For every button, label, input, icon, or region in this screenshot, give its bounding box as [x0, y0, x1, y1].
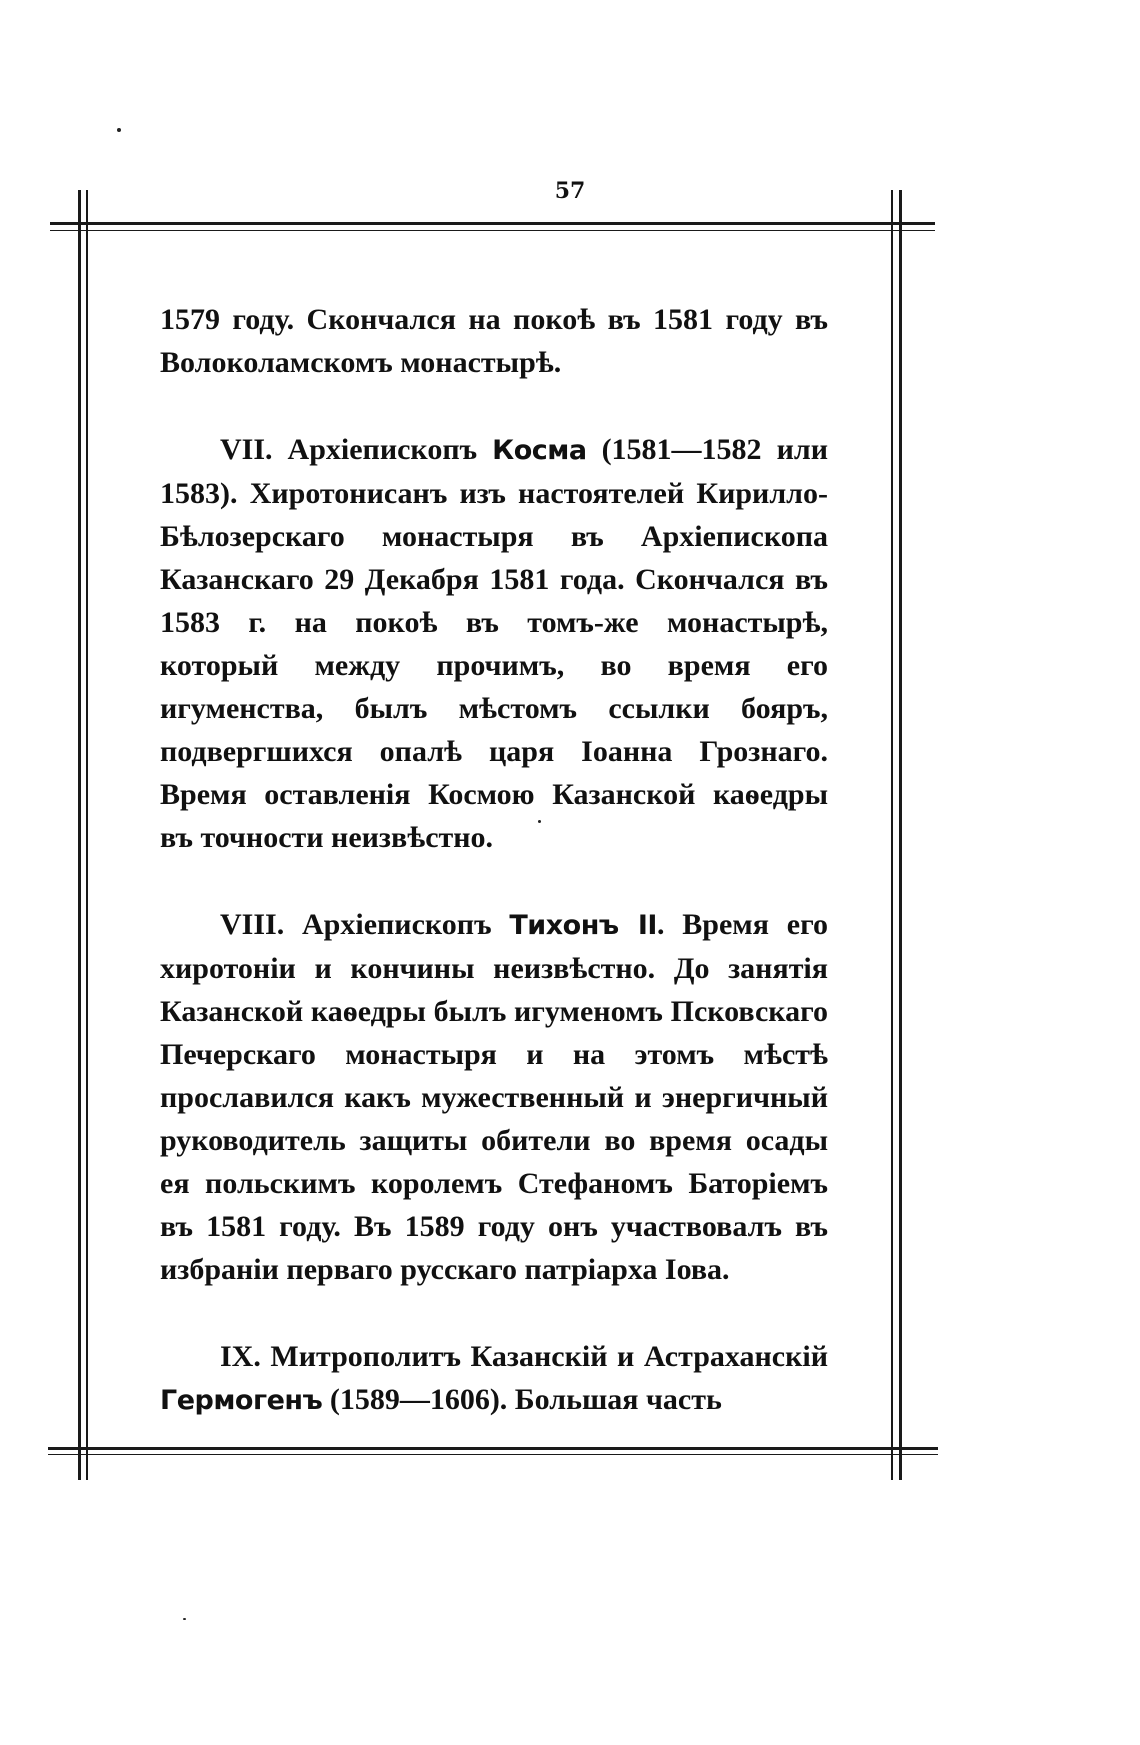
frame-right-outer-line [899, 190, 902, 1480]
text-run: (1589—1606). Большая часть [322, 1383, 722, 1416]
text-run: VIII. Архіепископъ [220, 908, 510, 941]
frame-bottom-rule [48, 1447, 938, 1450]
text-run: . Время его хиротоніи и кончины неизвѣстно. До занятія Казанской каѳедры былъ игуменомъ Псковскаго Печерскаго монастыря и на этомъ мѣстѣ прославился какъ мужественный и энергичный руководитель защиты обители во время осады ея польскимъ королемъ Стефаномъ Баторіемъ въ 1581 году. Въ 1589 году онъ участвовалъ въ избраніи перваго русскаго патріарха Іова. [160, 908, 828, 1286]
print-speck [183, 1618, 186, 1620]
text-run: (1581—1582 или 1583). Хиротонисанъ изъ настоятелей Кирилло-Бѣлозерскаго монастыря въ Архіепископа Казанскаго 29 Декабря 1581 года. Скончался въ 1583 г. на покоѣ въ томъ-же монастырѣ, который между прочимъ, во время его игуменства, былъ мѣстомъ ссылки бояръ, подвергшихся опалѣ царя Іоанна Грознаго. Время оставленія Космою Казанской каѳедры въ точности неизвѣстно. [160, 433, 828, 854]
name-emphasis: Гермогенъ [160, 1385, 323, 1416]
name-emphasis: Косма [492, 435, 587, 466]
page-body [160, 298, 828, 1422]
text-run: IX. Митрополитъ Казанскій и Астраханскій [220, 1340, 828, 1373]
print-speck [117, 128, 121, 132]
paragraph-archbishop-kosma [160, 428, 828, 859]
paragraph-metropolitan-germogen [160, 1335, 828, 1422]
frame-left-inner-line [86, 190, 88, 1480]
text-run: VII. Архіепископъ [220, 433, 493, 466]
page-number: 57 [554, 178, 586, 204]
frame-top-rule [50, 222, 935, 225]
text-run: 1579 году. Скончался на покоѣ въ 1581 году въ Волоколамскомъ монастырѣ. [160, 303, 828, 379]
frame-bottom-rule-thin [48, 1454, 938, 1455]
name-emphasis: Тихонъ II [509, 910, 657, 941]
frame-left-outer-line [78, 190, 81, 1480]
frame-top-rule-thin [50, 230, 935, 231]
frame-right-inner-line [891, 190, 893, 1480]
paragraph-continuation [160, 298, 828, 384]
paragraph-archbishop-tikhon [160, 903, 828, 1291]
